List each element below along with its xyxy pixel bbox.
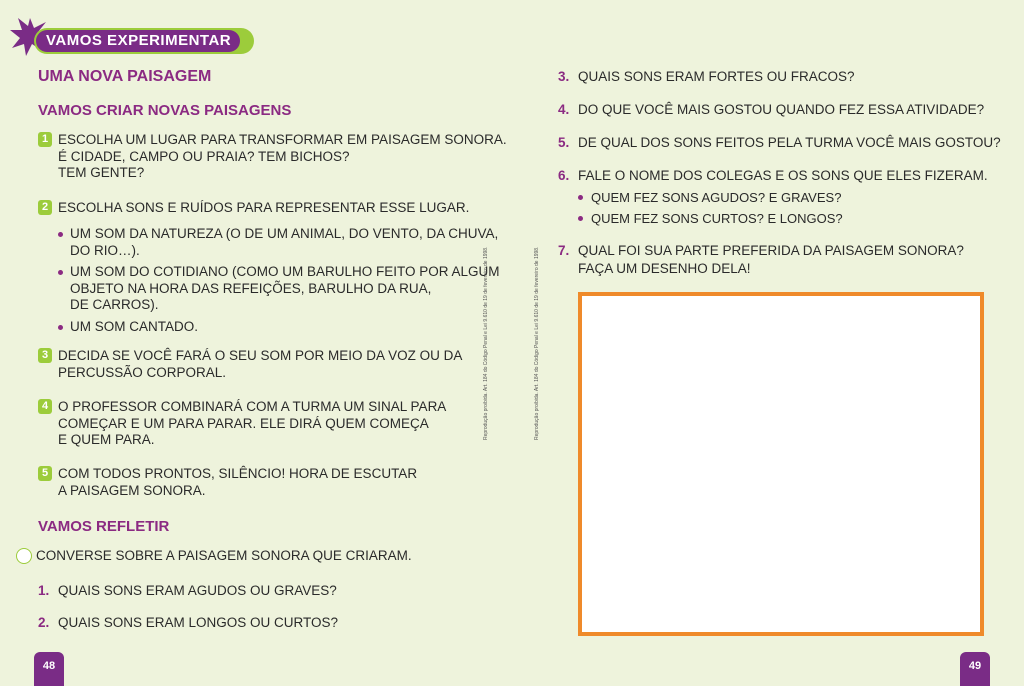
- megaphone-icon: [16, 548, 32, 564]
- question-item: [38, 582, 337, 600]
- bullet-text: QUEM FEZ SONS CURTOS? E LONGOS?: [591, 211, 843, 226]
- question-text: FALE O NOME DOS COLEGAS E OS SONS QUE ELES FIZERAM.: [578, 168, 988, 183]
- step-number-badge: 1: [38, 132, 52, 147]
- legal-notice-right: Reprodução proibida. Art. 184 do Código Penal e Lei 9.610 de 19 de fevereiro de 1998.: [534, 246, 540, 440]
- list-item: [58, 226, 498, 259]
- step-number-badge: 4: [38, 399, 52, 414]
- section-banner: [34, 28, 254, 54]
- question-text: QUAL FOI SUA PARTE PREFERIDA DA PAISAGEM SONORA? FAÇA UM DESENHO DELA!: [578, 243, 964, 276]
- bullet-text: UM SOM CANTADO.: [70, 319, 198, 334]
- drawing-box[interactable]: [578, 292, 984, 636]
- question-item: [558, 167, 988, 185]
- legal-notice-left: Reprodução proibida. Art. 184 do Código Penal e Lei 9.610 de 19 de fevereiro de 1998.: [483, 246, 489, 440]
- bullet-icon: [58, 325, 63, 330]
- question-number: 3.: [558, 69, 570, 84]
- bullet-text: UM SOM DA NATUREZA (O DE UM ANIMAL, DO VENTO, DA CHUVA, DO RIO…).: [70, 226, 499, 258]
- page-number-right: 49: [960, 652, 990, 686]
- step-item: [38, 132, 507, 182]
- question-item: [38, 614, 338, 632]
- converse-prompt: [16, 548, 412, 563]
- bullet-text: QUEM FEZ SONS AGUDOS? E GRAVES?: [591, 190, 842, 205]
- step-number-badge: 3: [38, 348, 52, 363]
- page-title: UMA NOVA PAISAGEM: [38, 68, 212, 85]
- list-item: [578, 211, 843, 227]
- step-text: DECIDA SE VOCÊ FARÁ O SEU SOM POR MEIO DA VOZ OU DA PERCUSSÃO CORPORAL.: [58, 348, 463, 380]
- step-item: [38, 348, 462, 381]
- converse-text: CONVERSE SOBRE A PAISAGEM SONORA QUE CRIARAM.: [36, 548, 412, 563]
- step-item: [38, 466, 417, 499]
- bullet-text: UM SOM DO COTIDIANO (COMO UM BARULHO FEITO POR ALGUM OBJETO NA HORA DAS REFEIÇÕES, BARULHO DA RUA, DE CARROS).: [70, 264, 500, 312]
- step-text: ESCOLHA UM LUGAR PARA TRANSFORMAR EM PAISAGEM SONORA. É CIDADE, CAMPO OU PRAIA? TEM BICHOS? TEM GENTE?: [58, 132, 507, 180]
- bullet-icon: [578, 195, 583, 200]
- question-number: 5.: [558, 135, 570, 150]
- question-item: [558, 242, 964, 278]
- step-text: O PROFESSOR COMBINARÁ COM A TURMA UM SINAL PARA COMEÇAR E UM PARA PARAR. ELE DIRÁ QUEM COMEÇA E QUEM PARA.: [58, 399, 447, 447]
- step-text: COM TODOS PRONTOS, SILÊNCIO! HORA DE ESCUTAR A PAISAGEM SONORA.: [58, 466, 418, 498]
- question-number: 1.: [38, 583, 50, 598]
- bullet-icon: [58, 270, 63, 275]
- step-item: [38, 399, 446, 449]
- list-item: [578, 190, 841, 206]
- list-item: [58, 319, 198, 336]
- section-title-create: VAMOS CRIAR NOVAS PAISAGENS: [38, 102, 292, 119]
- question-text: QUAIS SONS ERAM LONGOS OU CURTOS?: [58, 615, 339, 630]
- banner-label: VAMOS EXPERIMENTAR: [36, 30, 240, 52]
- question-number: 2.: [38, 615, 50, 630]
- step-text: ESCOLHA SONS E RUÍDOS PARA REPRESENTAR ESSE LUGAR.: [58, 200, 470, 215]
- question-item: [558, 134, 1001, 152]
- question-item: [558, 68, 855, 86]
- step-number-badge: 5: [38, 466, 52, 481]
- question-number: 6.: [558, 168, 570, 183]
- page-number-left: 48: [34, 652, 64, 686]
- list-item: [58, 264, 500, 314]
- step-number-badge: 2: [38, 200, 52, 215]
- section-title-reflect: VAMOS REFLETIR: [38, 518, 170, 535]
- question-number: 4.: [558, 102, 570, 117]
- question-item: [558, 101, 984, 119]
- bullet-icon: [58, 232, 63, 237]
- question-text: DO QUE VOCÊ MAIS GOSTOU QUANDO FEZ ESSA ATIVIDADE?: [578, 102, 985, 117]
- question-text: QUAIS SONS ERAM AGUDOS OU GRAVES?: [58, 583, 337, 598]
- bullet-icon: [578, 216, 583, 221]
- question-text: DE QUAL DOS SONS FEITOS PELA TURMA VOCÊ MAIS GOSTOU?: [578, 135, 1001, 150]
- question-number: 7.: [558, 243, 570, 258]
- question-text: QUAIS SONS ERAM FORTES OU FRACOS?: [578, 69, 855, 84]
- step-item: [38, 200, 469, 217]
